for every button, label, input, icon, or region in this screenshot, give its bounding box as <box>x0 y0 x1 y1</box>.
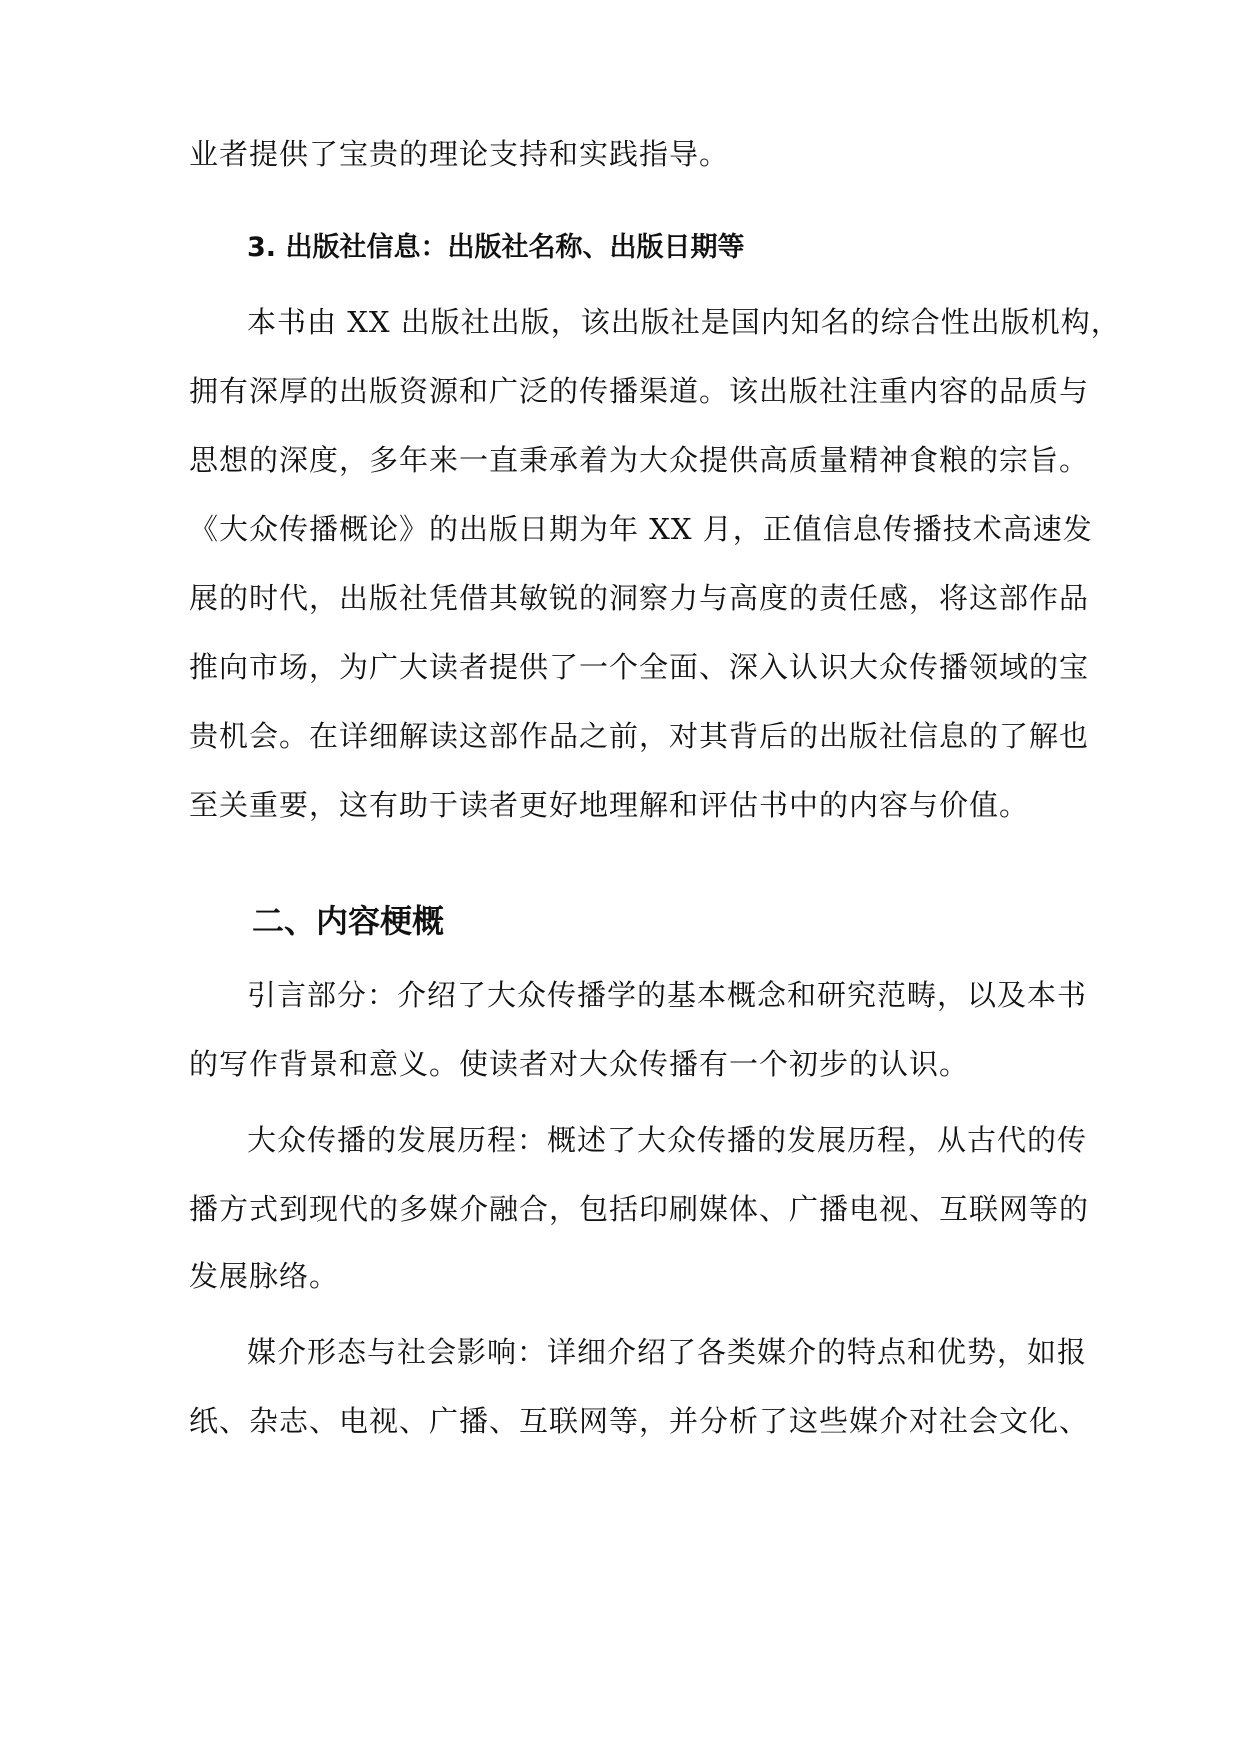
paragraph-line: 引言部分：介绍了大众传播学的基本概念和研究范畴，以及本书 <box>247 978 1088 1012</box>
paragraph-line: 的写作背景和意义。使读者对大众传播有一个初步的认识。 <box>189 1047 970 1081</box>
paragraph-line: 媒介形态与社会影响：详细介绍了各类媒介的特点和优势，如报 <box>247 1335 1088 1369</box>
paragraph-line: 本书由 XX 出版社出版，该出版社是国内知名的综合性出版机构， <box>247 305 1121 339</box>
paragraph-line: 大众传播的发展历程：概述了大众传播的发展历程，从古代的传 <box>247 1123 1088 1157</box>
paragraph-line: 《大众传播概论》的出版日期为年 XX 月，正值信息传播技术高速发 <box>189 512 1093 546</box>
paragraph-line: 贵机会。在详细解读这部作品之前，对其背后的出版社信息的了解也 <box>189 719 1090 753</box>
paragraph-line: 推向市场，为广大读者提供了一个全面、深入认识大众传播领域的宝 <box>189 650 1090 684</box>
subsection-heading: 3. 出版社信息：出版社名称、出版日期等 <box>247 232 745 263</box>
paragraph-line: 发展脉络。 <box>189 1259 340 1293</box>
paragraph-line: 拥有深厚的出版资源和广泛的传播渠道。该出版社注重内容的品质与 <box>189 374 1090 408</box>
paragraph-line: 纸、杂志、电视、广播、互联网等，并分析了这些媒介对社会文化、 <box>189 1404 1090 1438</box>
paragraph-continuation-line: 业者提供了宝贵的理论支持和实践指导。 <box>189 137 730 171</box>
paragraph-line: 播方式到现代的多媒介融合，包括印刷媒体、广播电视、互联网等的 <box>189 1192 1090 1226</box>
paragraph-line: 思想的深度，多年来一直秉承着为大众提供高质量精神食粮的宗旨。 <box>189 443 1090 477</box>
paragraph-line: 展的时代，出版社凭借其敏锐的洞察力与高度的责任感，将这部作品 <box>189 581 1090 615</box>
section-heading: 二、内容梗概 <box>252 902 445 940</box>
paragraph-line: 至关重要，这有助于读者更好地理解和评估书中的内容与价值。 <box>189 788 1030 822</box>
